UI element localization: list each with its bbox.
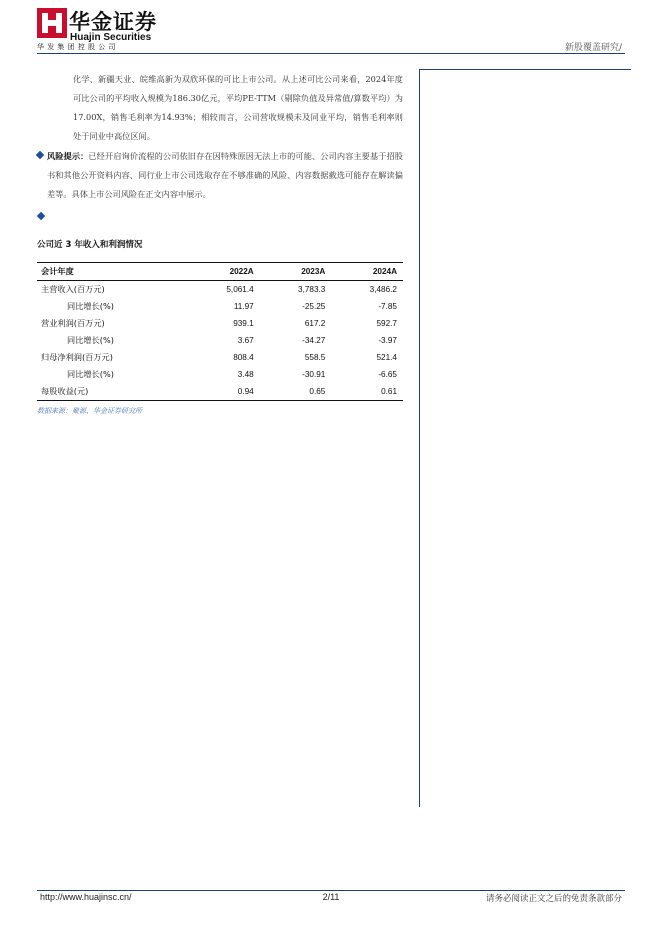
table-cell: -34.27 — [302, 336, 326, 345]
row-label: 每股收益(元) — [37, 383, 188, 401]
table-row — [37, 332, 403, 349]
table-cell: -7.85 — [378, 302, 397, 311]
header-divider — [37, 53, 625, 54]
table-cell: 592.7 — [376, 319, 397, 328]
table-title: 公司近 3 年收入和利润情况 — [37, 240, 143, 250]
financial-summary-table — [37, 262, 403, 401]
company-logo — [37, 8, 157, 52]
diamond-bullet-icon — [37, 212, 45, 220]
table-cell: 3,783.3 — [298, 285, 326, 294]
table-cell: 521.4 — [376, 353, 397, 362]
row-label: 同比增长(%) — [67, 369, 114, 379]
row-label: 归母净利润(百万元) — [41, 352, 113, 362]
data-source-note: 数据来源：聚源、华金证券研究所 — [37, 407, 142, 415]
table-row — [37, 298, 403, 315]
risk-text: 已经开启询价流程的公司依旧存在因特殊原因无法上市的可能、公司内容主要基于招股书和其他公开资料内容、同行业上市公司选取存在不够准确的风险、内容数据截选可能存在解读偏差等。具体上市公司风险在正文内容中展示。 — [47, 151, 403, 199]
table-cell: -3.97 — [378, 336, 397, 345]
table-cell: 5,061.4 — [226, 285, 254, 294]
table-cell: 3.48 — [237, 370, 254, 379]
logo-english-name: Huajin Securities — [70, 32, 152, 43]
table-cell: 0.61 — [331, 383, 403, 401]
table-header-row — [37, 263, 403, 281]
risk-notice — [37, 147, 403, 204]
table-cell: -6.65 — [378, 370, 397, 379]
column-header: 会计年度 — [37, 263, 188, 281]
table-cell: -30.91 — [302, 370, 326, 379]
table-row — [37, 383, 403, 401]
risk-label: 风险提示： — [47, 151, 89, 161]
sidebar-panel — [419, 69, 631, 807]
table-cell: 3.67 — [237, 336, 254, 345]
table-cell: 11.97 — [233, 302, 254, 311]
table-row — [37, 281, 403, 299]
table-cell: 0.94 — [188, 383, 260, 401]
table-cell: -25.25 — [302, 302, 326, 311]
disclaimer-note: 请务必阅读正文之后的免责条款部分 — [485, 894, 622, 904]
table-cell: 808.4 — [233, 353, 254, 362]
sidebar-top-rule — [420, 69, 631, 70]
footer-website-link[interactable]: http://www.huajinsc.cn/ — [40, 892, 132, 902]
huajin-logo-icon — [37, 8, 67, 38]
comparable-companies-paragraph: 化学、新疆天业、皖维高新为双欣环保的可比上市公司。从上述可比公司来看，2024年度可比公司的平均收入规模为186.30亿元，平均PE-TTM（剔除负值及异常值/算数平均）为17.00X，销售毛利率为14.93%；相较而言，公司营收规模未及同业平均，销售毛利率则处于同业中高位区间。 — [73, 74, 403, 141]
column-header: 2023A — [260, 263, 332, 281]
table-cell: 558.5 — [304, 353, 326, 362]
column-header: 2022A — [188, 263, 260, 281]
table-cell: 3,486.2 — [369, 285, 397, 294]
logo-subtitle: 华发集团控股公司 — [37, 43, 119, 51]
row-label: 同比增长(%) — [67, 301, 114, 311]
diamond-bullet-icon — [36, 151, 44, 159]
table-row — [37, 349, 403, 366]
row-label: 同比增长(%) — [67, 335, 114, 345]
table-cell: 0.65 — [260, 383, 332, 401]
main-content — [37, 70, 403, 204]
row-label: 营业利润(百万元) — [41, 318, 105, 328]
logo-chinese-name: 华金证券 — [69, 10, 157, 34]
table-row — [37, 315, 403, 332]
report-section-title: 新股覆盖研究/ — [564, 43, 622, 53]
row-label: 主营收入(百万元) — [41, 284, 105, 294]
table-cell: 939.1 — [233, 319, 254, 328]
table-cell: 617.2 — [304, 319, 326, 328]
column-header: 2024A — [331, 263, 403, 281]
footer-divider — [37, 890, 625, 891]
page-number: 2/11 — [322, 892, 340, 902]
table-row — [37, 366, 403, 383]
